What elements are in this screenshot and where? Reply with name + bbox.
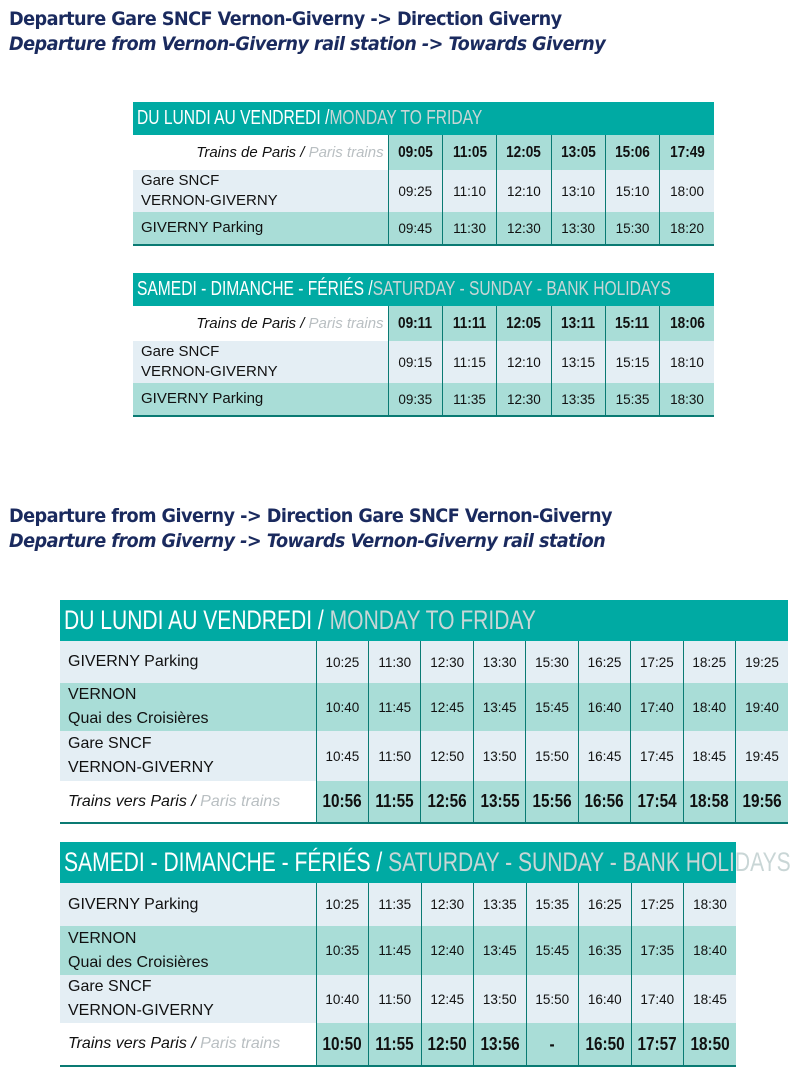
train-time: 10:56 xyxy=(316,781,368,823)
train-time: 17:57 xyxy=(631,1023,684,1066)
train-time: 12:05 xyxy=(497,135,551,170)
stop-time: 11:45 xyxy=(369,926,422,975)
trains-label: Trains de Paris / Paris trains xyxy=(133,306,388,341)
stop-time: 13:30 xyxy=(551,212,605,245)
stop-time: 13:10 xyxy=(551,170,605,212)
trains-label: Trains vers Paris / Paris trains xyxy=(60,1023,316,1066)
timetable-to-giverny-weekend xyxy=(133,273,714,417)
stop-name: Gare SNCF VERNON-GIVERNY xyxy=(133,341,388,383)
stop-time: 15:35 xyxy=(605,383,659,416)
stop-time: 10:40 xyxy=(316,683,368,731)
stop-time: 16:25 xyxy=(578,641,630,683)
table-row-stop xyxy=(60,926,736,975)
stop-time: 18:20 xyxy=(660,212,714,245)
stop-time: 13:45 xyxy=(473,683,525,731)
table-row-trains xyxy=(133,135,714,170)
table-row-trains xyxy=(133,306,714,341)
table-row-stop xyxy=(60,731,788,781)
train-time: 13:56 xyxy=(474,1023,527,1066)
timetable-from-giverny-weekday xyxy=(60,600,788,824)
table-row-trains xyxy=(60,1023,736,1066)
stop-time: 15:45 xyxy=(526,926,579,975)
stop-name: VERNON Quai des Croisières xyxy=(60,926,316,975)
train-time: 10:50 xyxy=(316,1023,369,1066)
heading-en: Departure from Vernon-Giverny rail station -> Towards Giverny xyxy=(9,33,606,55)
stop-time: 11:35 xyxy=(442,383,496,416)
stop-time: 15:15 xyxy=(605,341,659,383)
stop-time: 12:30 xyxy=(497,212,551,245)
train-time: 09:11 xyxy=(388,306,442,341)
stop-time: 17:35 xyxy=(631,926,684,975)
train-time: 12:50 xyxy=(421,1023,474,1066)
stop-time: 13:30 xyxy=(473,641,525,683)
title-fr: SAMEDI - DIMANCHE - FÉRIÉS / xyxy=(64,847,389,877)
timetable-from-giverny-weekend xyxy=(60,842,791,1067)
stop-time: 13:50 xyxy=(473,731,525,781)
title-en: SATURDAY - SUNDAY - BANK HOLIDAYS xyxy=(388,847,791,877)
stop-time: 09:25 xyxy=(388,170,442,212)
stop-time: 13:50 xyxy=(474,975,527,1023)
stop-time: 12:50 xyxy=(421,731,473,781)
stop-name: GIVERNY Parking xyxy=(60,883,316,926)
stop-time: 10:25 xyxy=(316,641,368,683)
stop-name: VERNON Quai des Croisières xyxy=(60,683,316,731)
stop-name: GIVERNY Parking xyxy=(133,212,388,245)
stop-time: 11:45 xyxy=(369,683,421,731)
stop-time: 16:35 xyxy=(579,926,632,975)
title-fr: DU LUNDI AU VENDREDI / xyxy=(64,605,330,635)
stop-time: 17:25 xyxy=(631,641,683,683)
train-time: 18:58 xyxy=(683,781,735,823)
stop-time: 13:35 xyxy=(474,883,527,926)
table-title-band xyxy=(60,600,788,641)
stop-time: 11:30 xyxy=(442,212,496,245)
stop-time: 18:40 xyxy=(683,683,735,731)
stop-time: 11:15 xyxy=(442,341,496,383)
train-time: 15:11 xyxy=(605,306,659,341)
table-row-stop xyxy=(60,683,788,731)
title-en: MONDAY TO FRIDAY xyxy=(329,107,483,129)
stop-time: 18:25 xyxy=(683,641,735,683)
stop-time: 12:45 xyxy=(421,683,473,731)
stop-time: 16:45 xyxy=(578,731,630,781)
train-time: 15:56 xyxy=(526,781,578,823)
train-time: - xyxy=(526,1023,579,1066)
table-row-stop xyxy=(60,883,736,926)
stop-time: 18:00 xyxy=(660,170,714,212)
table-row-stop xyxy=(60,975,736,1023)
title-en: MONDAY TO FRIDAY xyxy=(329,605,536,635)
train-time: 18:06 xyxy=(660,306,714,341)
train-time: 17:49 xyxy=(660,135,714,170)
stop-time: 12:40 xyxy=(421,926,474,975)
train-time: 11:11 xyxy=(442,306,496,341)
stop-time: 18:10 xyxy=(660,341,714,383)
stop-time: 15:30 xyxy=(526,641,578,683)
train-time: 13:05 xyxy=(551,135,605,170)
stop-time: 13:15 xyxy=(551,341,605,383)
title-fr: SAMEDI - DIMANCHE - FÉRIÉS / xyxy=(137,278,373,300)
stop-time: 12:30 xyxy=(421,883,474,926)
train-time: 11:55 xyxy=(369,1023,422,1066)
stop-name: Gare SNCF VERNON-GIVERNY xyxy=(60,975,316,1023)
train-time: 19:56 xyxy=(736,781,788,823)
stop-time: 12:30 xyxy=(421,641,473,683)
title-fr: DU LUNDI AU VENDREDI / xyxy=(137,107,330,129)
train-time: 11:55 xyxy=(369,781,421,823)
stop-time: 16:40 xyxy=(578,683,630,731)
stop-time: 09:45 xyxy=(388,212,442,245)
stop-time: 18:45 xyxy=(683,731,735,781)
stop-name: GIVERNY Parking xyxy=(133,383,388,416)
stop-time: 19:40 xyxy=(736,683,788,731)
stop-time: 17:25 xyxy=(631,883,684,926)
table-row-stop xyxy=(133,212,714,245)
table-title-band xyxy=(133,102,714,135)
table-row-stop xyxy=(133,383,714,416)
stop-time: 15:30 xyxy=(605,212,659,245)
stop-name: Gare SNCF VERNON-GIVERNY xyxy=(60,731,316,781)
stop-time: 16:40 xyxy=(579,975,632,1023)
train-time: 15:06 xyxy=(605,135,659,170)
stop-time: 10:25 xyxy=(316,883,369,926)
table-title-band xyxy=(133,273,714,306)
stop-time: 11:30 xyxy=(369,641,421,683)
stop-time: 09:35 xyxy=(388,383,442,416)
stop-time: 12:45 xyxy=(421,975,474,1023)
stop-time: 10:35 xyxy=(316,926,369,975)
stop-time: 15:50 xyxy=(526,731,578,781)
stop-time: 17:40 xyxy=(631,683,683,731)
stop-time: 15:35 xyxy=(526,883,579,926)
stop-time: 15:10 xyxy=(605,170,659,212)
stop-time: 10:40 xyxy=(316,975,369,1023)
stop-time: 12:10 xyxy=(497,170,551,212)
stop-time: 10:45 xyxy=(316,731,368,781)
heading-fr: Departure from Giverny -> Direction Gare SNCF Vernon-Giverny xyxy=(9,505,612,527)
stop-time: 18:30 xyxy=(660,383,714,416)
train-time: 09:05 xyxy=(388,135,442,170)
stop-time: 12:30 xyxy=(497,383,551,416)
train-time: 13:11 xyxy=(551,306,605,341)
train-time: 13:55 xyxy=(473,781,525,823)
train-time: 12:05 xyxy=(497,306,551,341)
stop-time: 12:10 xyxy=(497,341,551,383)
stop-time: 15:50 xyxy=(526,975,579,1023)
train-time: 12:56 xyxy=(421,781,473,823)
stop-time: 15:45 xyxy=(526,683,578,731)
stop-time: 19:45 xyxy=(736,731,788,781)
stop-time: 17:45 xyxy=(631,731,683,781)
stop-time: 13:45 xyxy=(474,926,527,975)
section-heading-to-giverny xyxy=(9,8,650,55)
stop-time: 18:45 xyxy=(684,975,737,1023)
train-time: 18:50 xyxy=(684,1023,737,1066)
table-row-stop xyxy=(133,341,714,383)
section-heading-from-giverny xyxy=(9,505,657,552)
table-title-band xyxy=(60,842,736,883)
stop-time: 11:35 xyxy=(369,883,422,926)
title-en: SATURDAY - SUNDAY - BANK HOLIDAYS xyxy=(372,278,671,300)
train-time: 16:56 xyxy=(578,781,630,823)
stop-time: 09:15 xyxy=(388,341,442,383)
trains-label: Trains vers Paris / Paris trains xyxy=(60,781,316,823)
stop-time: 11:50 xyxy=(369,975,422,1023)
stop-time: 18:40 xyxy=(684,926,737,975)
stop-time: 11:10 xyxy=(442,170,496,212)
stop-time: 19:25 xyxy=(736,641,788,683)
train-time: 11:05 xyxy=(442,135,496,170)
train-time: 17:54 xyxy=(631,781,683,823)
train-time: 16:50 xyxy=(579,1023,632,1066)
stop-time: 17:40 xyxy=(631,975,684,1023)
stop-time: 13:35 xyxy=(551,383,605,416)
table-row-stop xyxy=(133,170,714,212)
heading-fr: Departure Gare SNCF Vernon-Giverny -> Direction Giverny xyxy=(9,8,562,30)
stop-name: Gare SNCF VERNON-GIVERNY xyxy=(133,170,388,212)
stop-time: 18:30 xyxy=(684,883,737,926)
table-row-stop xyxy=(60,641,788,683)
stop-time: 11:50 xyxy=(369,731,421,781)
stop-time: 16:25 xyxy=(579,883,632,926)
heading-en: Departure from Giverny -> Towards Vernon-Giverny rail station xyxy=(9,530,606,552)
stop-name: GIVERNY Parking xyxy=(60,641,316,683)
timetable-to-giverny-weekday xyxy=(133,102,714,246)
table-row-trains xyxy=(60,781,788,823)
trains-label: Trains de Paris / Paris trains xyxy=(133,135,388,170)
